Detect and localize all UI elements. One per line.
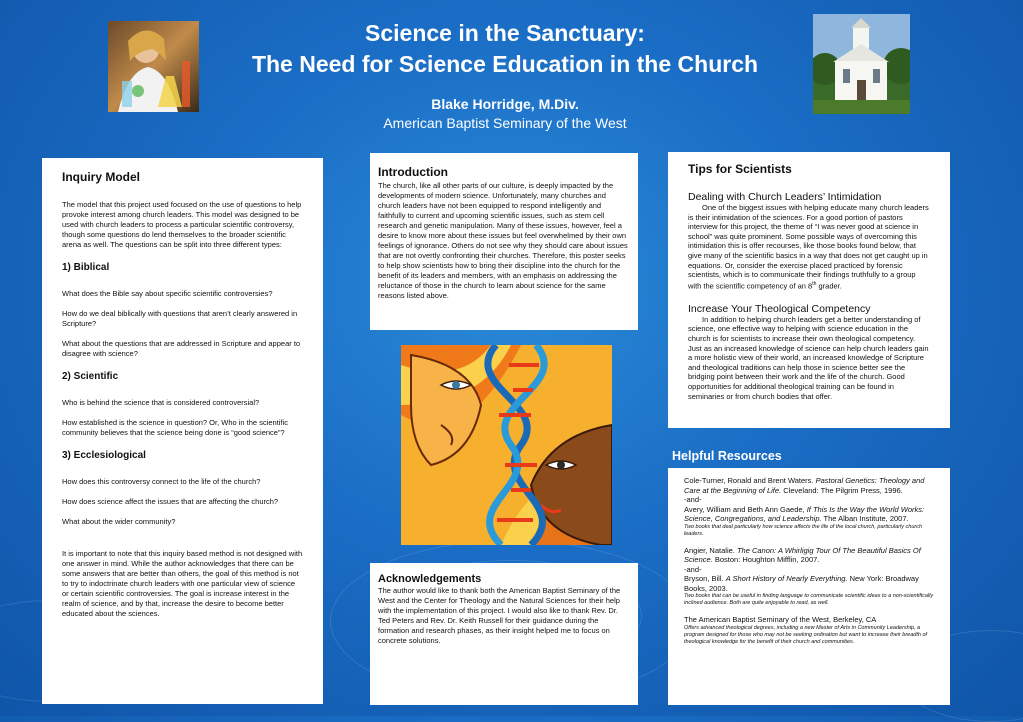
resource-entry: Bryson, Bill. A Short History of Nearly Everything. New York: Broadway Books, 2003. [684,574,919,593]
scientific-heading: 2) Scientific [62,371,119,382]
resource-separator: -and- [684,564,702,574]
dna-faces-illustration [401,345,612,545]
introduction-panel [370,153,638,330]
ecclesiological-question: What about the wider community? [62,517,176,526]
resource-note: Two books that can be useful in finding language to communicate scientific ideas to a non-scientifically inclined audience. Both are quite enjoyable to read, as well. [684,593,934,606]
resource-note: Offers advanced theological degrees, including a new Master of Arts in Community Leadership, a program designed for those who may not be seeking ordination but want to increase their breadth of theological knowledge for the benefit of their church and communities. [684,624,928,645]
ecclesiological-question: How does science affect the issues that are affecting the church? [62,497,279,506]
white-church-photo [813,14,910,114]
scientific-question: How established is the science in question? Or, Who in the scientific community believes that the science being done is “good science”? [62,418,288,437]
poster-title-line1: Science in the Sanctuary: [365,20,645,46]
poster-header [200,18,810,131]
tips-title: Tips for Scientists [688,162,792,176]
ecclesiological-question: How does this controversy connect to the life of the church? [62,477,261,486]
acknowledgements-title: Acknowledgements [378,573,482,585]
introduction-title: Introduction [378,165,448,179]
author-name: Blake Horridge, M.Div. [431,96,579,112]
tips-subheading: Dealing with Church Leaders’ Intimidation [688,191,882,203]
resource-separator: -and- [684,495,702,504]
resource-entry: Avery, William and Beth Ann Gaede, If This Is the Way the World Works: Science, Congregations, and Leadership. The Alban Institute, 2007. [684,504,925,523]
tips-body: One of the biggest issues with helping educate many church leaders is their intimidation of the sciences. For a good portion of pastors interview for this project, the theme of “I was never good at science in school” was quite prominent. Some possible ways of overcoming this intimidation this is offer recourses, like those books found below, that give many of the scientific basics in a way that does not get caught up in equations. Or, consider the exercise placed practiced by forensic scientists, which is to communicate their findings truthfully to a group with the scientific competency of an 8th grader. [688,203,929,291]
resource-entry: The American Baptist Seminary of the West, Berkeley, CA [684,615,877,624]
acknowledgements-panel [370,563,638,705]
inquiry-closing: It is important to note that this inquiry based method is not designed with one answer in mind. While the author acknowledges that there can be some answers that are better than others, the goal of this method is not to try to indoctrinate church leaders with one particular view of science or certain scientific controversies. The goal is increase interest in the realm of science, and by that, increase the desire to become better educated about the sciences. [62,549,303,618]
tips-subheading: Increase Your Theological Competency [688,302,871,315]
biblical-question: How do we deal biblically with questions that aren’t clearly answered in Scripture? [62,309,298,328]
resource-entry: Cole-Turner, Ronald and Brent Waters. Pastoral Genetics: Theology and Care at the Beginning of Life. Cleveland: The Pilgrim Press, 1996. [684,476,925,495]
biblical-heading: 1) Biblical [62,262,110,273]
ecclesiological-heading: 3) Ecclesiological [62,450,146,461]
scientific-question: Who is behind the science that is considered controversial? [62,398,260,407]
inquiry-model-title: Inquiry Model [62,170,140,184]
poster-title-line2: The Need for Science Education in the Church [251,51,759,77]
resource-entry: Angier, Natalie. The Canon: A Whirligig Tour Of The Beautiful Basics Of Science. Boston: Houghton Mifflin, 2007. [684,545,921,564]
introduction-body: The church, like all other parts of our culture, is deeply impacted by the developments of modern science. Unfortunately, many churches and church leaders have not been equipped to respond intelligently and faithfully to current and upcoming scientific issues, such as stem cell research and genetic manipulation. Many of these issues, however, feel a desire to know more about these issues but feel overwhelmed by their own feelings of ignorance. Others do not see why they should care about issues that are not overtly confronting their churches. Therefore, this poster seeks to help show scientists how to bring their discipline into the church for the benefit of its leaders and members, with an emphasis on addressing the reluctance of those in the church to learn about science for the same reasons listed above. [378,181,628,300]
tips-body: In addition to helping church leaders get a better understanding of science, one effective way to helping with science education in the church is for scientists to increase their own theological competency. Just as an increased knowledge of science can help church leaders gain a more holistic view of their world, an increased knowledge of Scripture and theological traditions can help those in science better see the bridging point between their work and the life of the church. Good opportunities for additional theological training can be found in seminaries or from church bodies that offer. [688,314,929,401]
inquiry-model-panel [42,158,323,704]
scientist-lab-photo [108,21,199,112]
resources-panel [668,468,950,705]
author-affiliation: American Baptist Seminary of the West [383,115,627,131]
biblical-question: What does the Bible say about specific scientific controversies? [62,289,273,298]
inquiry-intro: The model that this project used focused on the use of questions to help provoke interest among church leaders. This model was designed to be used with church leaders to process a particular scientific controversy, though some questions do lend themselves to the broader scientific arena as well. The questions can be split into three different types: [62,200,302,249]
resource-note: Two books that deal particularly how science affects the life of the local church, particularly church leaders. [684,523,923,537]
acknowledgements-body: The author would like to thank both the American Baptist Seminary of the West and the Center for Theology and the Natural Sciences for their help with the implementation of this project. I would also like to thank Rev. Dr. Ted Peters and Rev. Dr. Keith Russell for their guidance during the formation and research phases, as their insight helped me to focus on concrete solutions. [378,586,621,645]
biblical-question: What about the questions that are addressed in Scripture and appear to disagree with science? [62,339,301,358]
resources-title: Helpful Resources [672,449,782,463]
tips-panel [668,152,950,428]
